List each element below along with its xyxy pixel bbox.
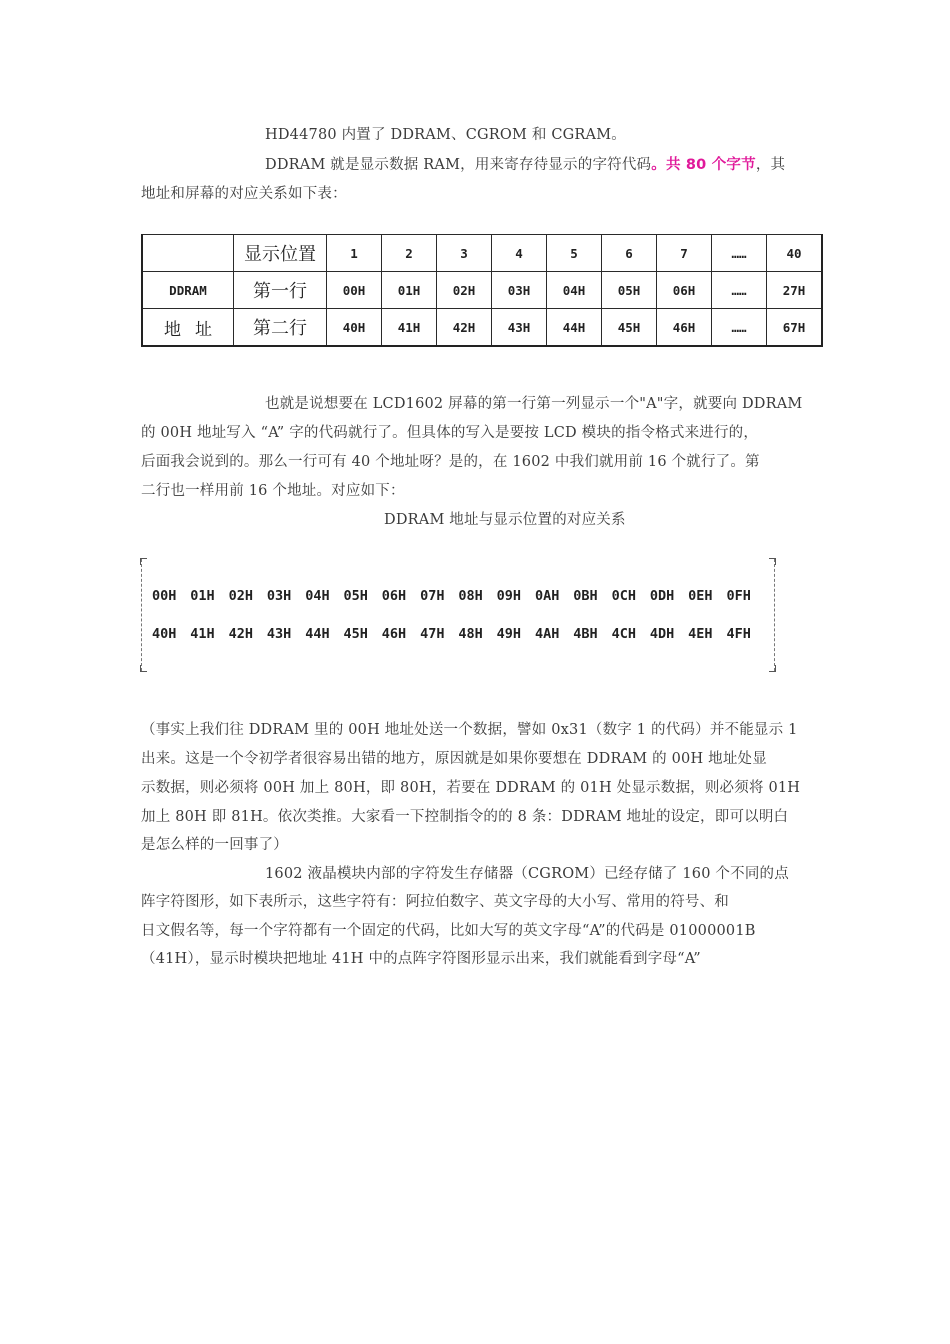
header-col: 6 xyxy=(602,235,657,272)
corner-bottom-left xyxy=(140,665,147,672)
para1-line1: HD44780 内置了 DDRAM、CGROM 和 CGRAM。 xyxy=(265,127,626,143)
address-cell: 02H xyxy=(228,588,253,604)
table-cell: …… xyxy=(712,272,767,309)
table-cell: 02H xyxy=(437,272,492,309)
para3-line1: （事实上我们往 DDRAM 里的 00H 地址处送一个数据，譬如 0x31（数字 1 的代码）并不能显示 1 xyxy=(141,722,798,738)
corner-bottom-right xyxy=(769,665,776,672)
para3-line3: 示数据，则必须将 00H 加上 80H，即 80H，若要在 DDRAM 的 01H 处显示数据，则必须将 01H xyxy=(141,780,801,796)
para3-line5: 是怎么样的一回事了） xyxy=(141,837,288,853)
figure-caption: DDRAM 地址与显示位置的对应关系 xyxy=(384,512,626,528)
row-label-address: 地址 xyxy=(142,309,234,347)
para3-line2: 出来。这是一个令初学者很容易出错的地方，原因就是如果你要想在 DDRAM 的 00H 地址处显 xyxy=(141,751,767,767)
header-col: 7 xyxy=(657,235,712,272)
header-col: 2 xyxy=(382,235,437,272)
address-cell: 08H xyxy=(458,588,483,604)
table-cell: 01H xyxy=(382,272,437,309)
table-cell: 67H xyxy=(767,309,823,347)
address-cell: 4FH xyxy=(726,626,751,642)
para2-line3: 后面我会说到的。那么一行可有 40 个地址呀？是的，在 1602 中我们就用前 16 个就行了。第 xyxy=(141,454,760,470)
table-cell: 41H xyxy=(382,309,437,347)
corner-top-right xyxy=(769,558,776,565)
table-cell: 42H xyxy=(437,309,492,347)
table-cell: 00H xyxy=(327,272,382,309)
address-map-box xyxy=(141,559,775,671)
table-cell: 03H xyxy=(492,272,547,309)
table-cell: 04H xyxy=(547,272,602,309)
header-display-position: 显示位置 xyxy=(234,235,327,272)
address-cell: 43H xyxy=(266,626,292,642)
para4-line2: 阵字符图形，如下表所示，这些字符有：阿拉伯数字、英文字母的大小写、常用的符号、和 xyxy=(141,894,729,910)
table-header-row xyxy=(142,235,822,272)
address-cell: 0AH xyxy=(534,588,560,604)
address-cell: 03H xyxy=(266,588,292,604)
address-cell: 48H xyxy=(458,626,483,642)
header-col: 4 xyxy=(492,235,547,272)
address-cell: 0CH xyxy=(611,588,636,604)
address-cell: 4CH xyxy=(611,626,636,642)
address-cell: 07H xyxy=(420,588,445,604)
address-cell: 46H xyxy=(381,626,407,642)
para4-line3: 日文假名等，每一个字符都有一个固定的代码，比如大写的英文字母“A”的代码是 01000001B xyxy=(141,923,756,939)
table-cell: …… xyxy=(712,309,767,347)
address-row-line1 xyxy=(152,588,765,604)
table-cell: 27H xyxy=(767,272,823,309)
table-cell: 46H xyxy=(657,309,712,347)
address-row-line2 xyxy=(152,626,765,642)
corner-top-left xyxy=(140,558,147,565)
para1-line2-tail: ，其 xyxy=(755,157,786,173)
address-cell: 01H xyxy=(190,588,215,604)
para4-line4: （41H），显示时模块把地址 41H 中的点阵字符图形显示出来，我们就能看到字母“A” xyxy=(141,951,701,967)
header-col: 3 xyxy=(437,235,492,272)
address-cell: 05H xyxy=(343,588,368,604)
header-col: 1 xyxy=(327,235,382,272)
address-cell: 0EH xyxy=(688,588,713,604)
para1-line2 xyxy=(265,153,785,174)
row-label-ddram: DDRAM xyxy=(142,272,234,309)
table-corner-cell xyxy=(142,235,234,272)
address-cell: 49H xyxy=(496,626,522,642)
address-cell: 42H xyxy=(228,626,253,642)
address-cell: 0BH xyxy=(573,588,598,604)
address-cell: 4EH xyxy=(688,626,713,642)
address-cell: 0DH xyxy=(649,588,675,604)
para2-line4: 二行也一样用前 16 个地址。对应如下： xyxy=(141,483,405,499)
address-cell: 44H xyxy=(305,626,330,642)
address-cell: 0FH xyxy=(726,588,751,604)
address-cell: 41H xyxy=(190,626,215,642)
header-col-ellipsis: …… xyxy=(712,235,767,272)
row-name-line2: 第二行 xyxy=(234,309,327,347)
para1-line3: 地址和屏幕的对应关系如下表： xyxy=(141,186,347,202)
para1-highlight: 。共 80 个字节 xyxy=(651,157,756,173)
table-row xyxy=(142,272,822,309)
table-row xyxy=(142,309,822,347)
table-cell: 43H xyxy=(492,309,547,347)
table-cell: 45H xyxy=(602,309,657,347)
address-cell: 06H xyxy=(381,588,407,604)
address-cell: 4DH xyxy=(649,626,675,642)
address-cell: 45H xyxy=(343,626,368,642)
header-col: 5 xyxy=(547,235,602,272)
address-cell: 4BH xyxy=(573,626,598,642)
address-cell: 04H xyxy=(305,588,330,604)
ddram-table xyxy=(141,234,823,347)
table-cell: 05H xyxy=(602,272,657,309)
address-cell: 47H xyxy=(420,626,445,642)
table-cell: 44H xyxy=(547,309,602,347)
para2-line2: 的 00H 地址写入 “A” 字的代码就行了。但具体的写入是要按 LCD 模块的指令格式来进行的， xyxy=(141,425,759,441)
address-cell: 40H xyxy=(152,626,177,642)
para2-line1: 也就是说想要在 LCD1602 屏幕的第一行第一列显示一个"A"字，就要向 DDRAM xyxy=(265,396,803,412)
header-col: 40 xyxy=(767,235,823,272)
address-cell: 09H xyxy=(496,588,522,604)
para4-line1: 1602 液晶模块内部的字符发生存储器（CGROM）已经存储了 160 个不同的点 xyxy=(265,866,789,882)
para3-line4: 加上 80H 即 81H。依次类推。大家看一下控制指令的的 8 条：DDRAM 地址的设定，即可以明白 xyxy=(141,809,789,825)
table-cell: 40H xyxy=(327,309,382,347)
address-cell: 00H xyxy=(152,588,177,604)
row-name-line1: 第一行 xyxy=(234,272,327,309)
para1-line2-text: DDRAM 就是显示数据 RAM，用来寄存待显示的字符代码 xyxy=(265,157,652,173)
table-cell: 06H xyxy=(657,272,712,309)
address-cell: 4AH xyxy=(534,626,560,642)
